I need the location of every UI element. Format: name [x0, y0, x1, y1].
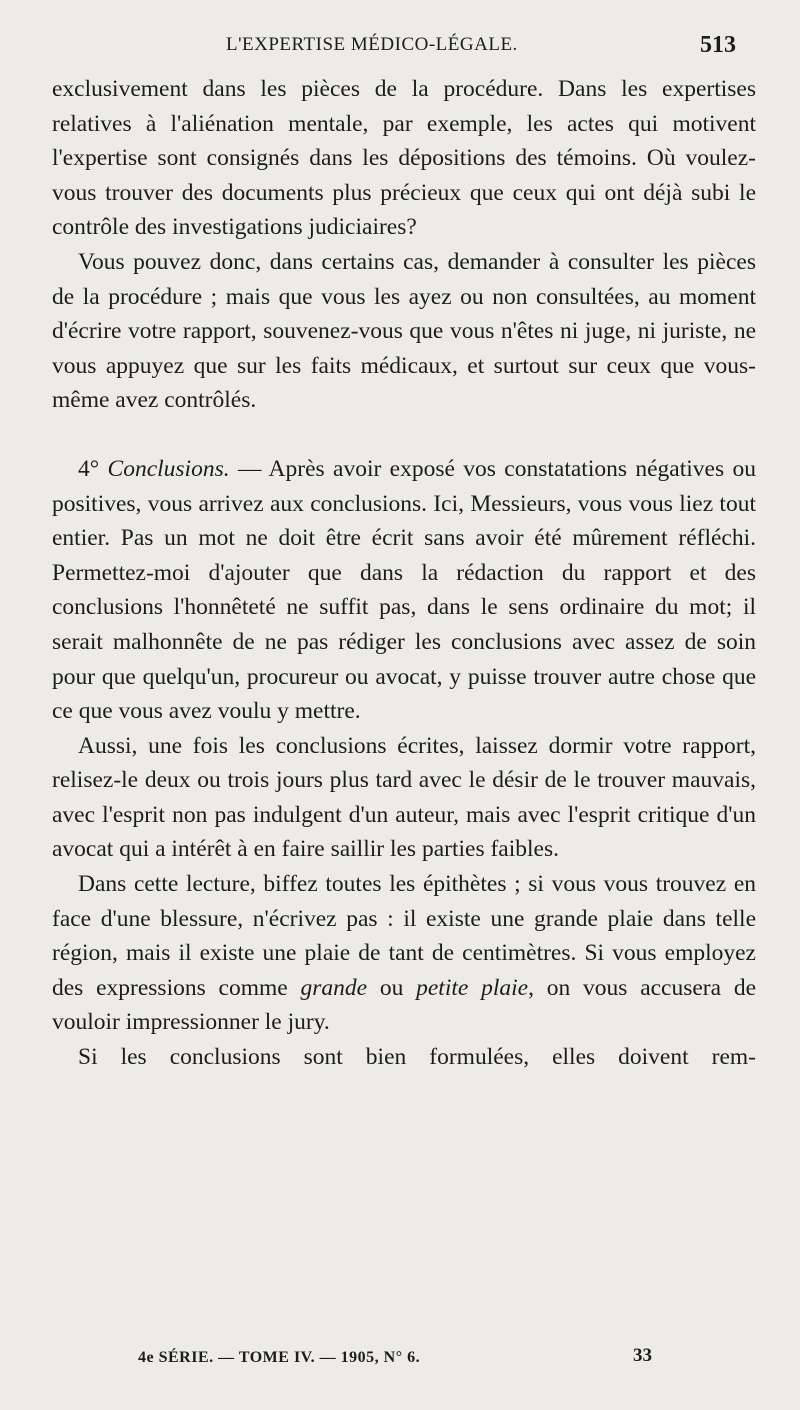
paragraph-epithetes [52, 867, 756, 1040]
paragraph-epithetes-text-a: Dans cette lecture, biffez toutes les épithètes ; si vous vous trouvez en face d'une blessure, n'écrivez pas : il existe une grande plaie dans telle région, mais il existe une plaie de tant de centimètres. Si vous employez des expressions comme [52, 871, 756, 1001]
italic-petite-plaie: petite plaie [416, 974, 529, 1001]
italic-grande: grande [300, 974, 368, 1001]
paragraph-consult-pieces: Vous pouvez donc, dans certains cas, demander à consulter les pièces de la procédure ; mais que vous les ayez ou non consultées, au moment d'écrire votre rapport, souvenez-vous que vous n'êtes ni juge, ni juriste, ne vous appuyez que sur les faits médicaux, et surtout sur ceux que vous-même avez contrôlés. [52, 248, 756, 414]
paragraph-relire-rapport: Aussi, une fois les conclusions écrites, laissez dormir votre rapport, relisez-le deux ou trois jours plus tard avec le désir de le trouver mauvais, avec l'esprit non pas indulgent d'un auteur, mais avec l'esprit critique d'un avocat qui a intérêt à en faire saillir les parties faibles. [52, 732, 756, 863]
running-head [0, 34, 800, 64]
page-number: 513 [700, 32, 736, 58]
page-footer [0, 1345, 800, 1375]
paragraph-conclusions [52, 452, 756, 729]
running-head-title: L'EXPERTISE MÉDICO-LÉGALE. [226, 34, 518, 55]
section-heading: Conclusions. [107, 455, 230, 482]
footer-series: 4e SÉRIE. — TOME IV. — 1905, N° 6. [138, 1349, 421, 1366]
footer-signature: 33 [633, 1345, 652, 1366]
body-text [52, 72, 756, 1075]
paragraph-final-line: Si les conclusions sont bien formulées, elles doivent rem- [78, 1044, 756, 1071]
section-number: 4° [78, 455, 108, 482]
paragraph-procedure: exclusivement dans les pièces de la procédure. Dans les expertises relatives à l'aliénation mentale, par exemple, les actes qui motivent l'expertise sont consignés dans les dépositions des témoins. Où voulez-vous trouver des documents plus précieux que ceux qui ont déjà subi le contrôle des investigations judiciaires? [52, 76, 756, 241]
paragraph-epithetes-text-b: ou [367, 974, 417, 1001]
paragraph-conclusions-text: — Après avoir exposé vos constatations négatives ou positives, vous arrivez aux conclusions. Ici, Messieurs, vous vous liez tout entier. Pas un mot ne doit être écrit sans avoir été mûrement réfléchi. Permettez-moi d'ajouter que dans la rédaction du rapport et des conclusions l'honnêteté ne suffit pas, dans le sens ordinaire du mot; il serait malhonnête de ne pas rédiger les conclusions avec assez de soin pour que quelqu'un, procureur ou avocat, y puisse trouver autre chose que ce que vous avez voulu y mettre. [52, 455, 756, 725]
paragraph-epithetes-text-c: , on vous accusera de vouloir impressionner le jury. [52, 974, 757, 1036]
